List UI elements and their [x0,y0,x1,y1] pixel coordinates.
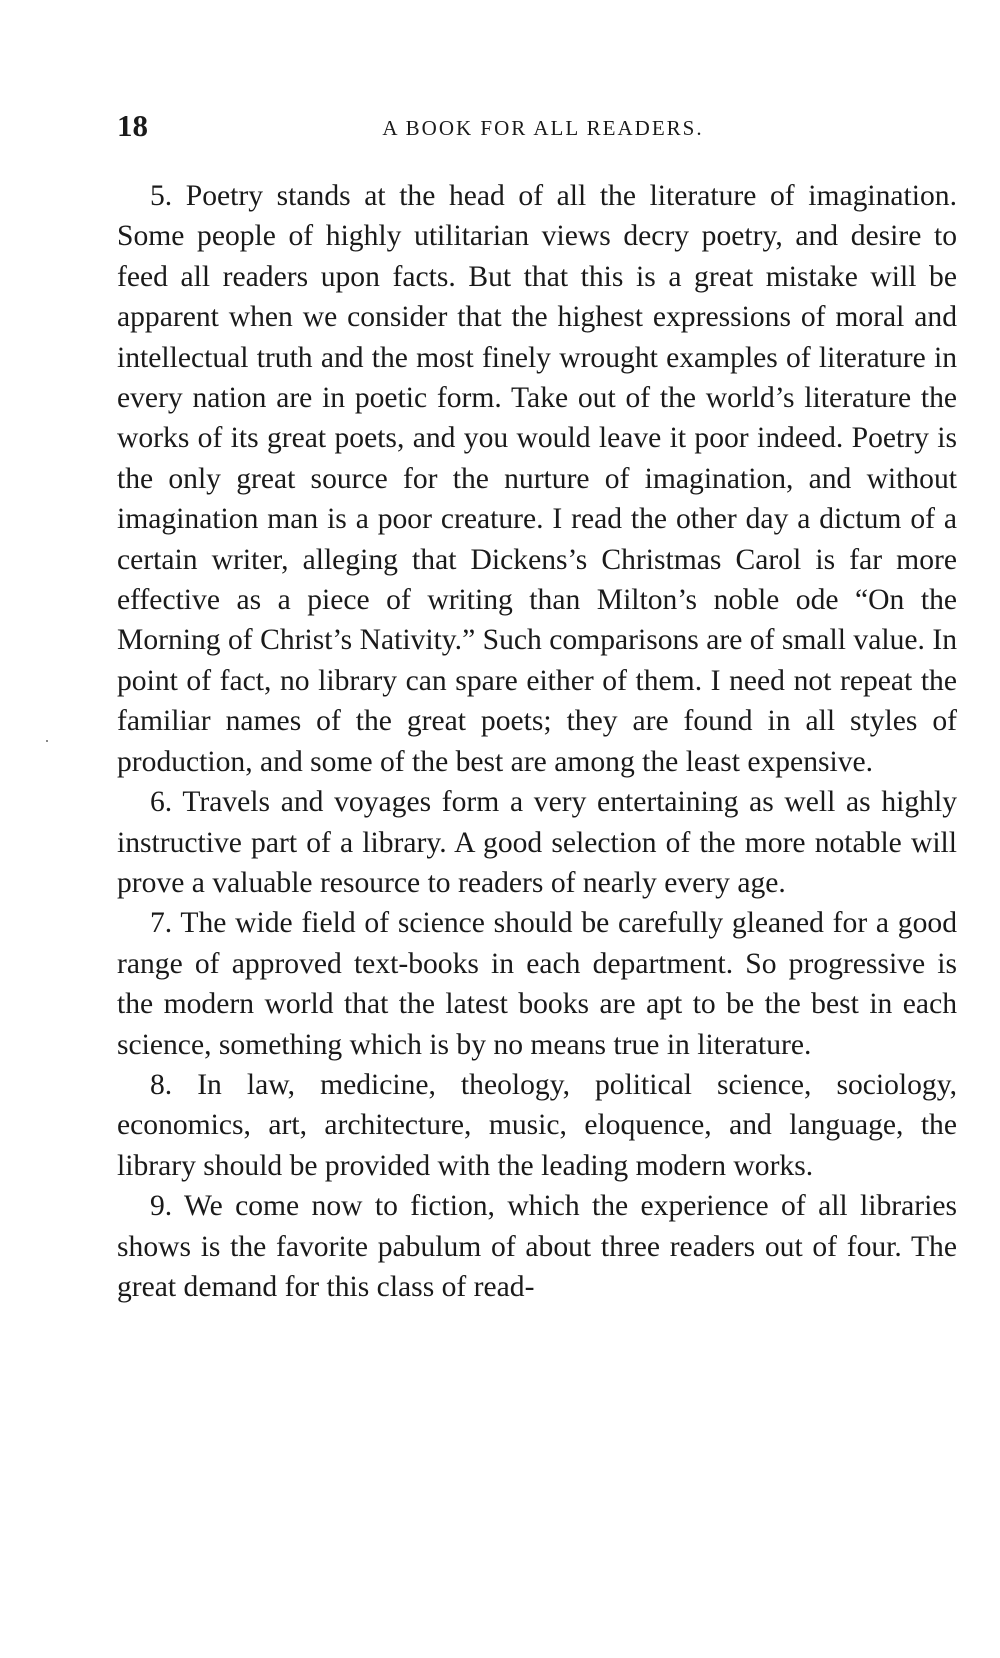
scan-speck [46,740,48,742]
paragraph-professional-works: 8. In law, medicine, theology, political science, sociology, economics, art, architecture, music, eloquence, and language, the library should be provided with the leading modern works. [117,1068,957,1182]
paragraph-poetry: 5. Poetry stands at the head of all the literature of imagination. Some people of highly utilitarian views decry poetry, and desire to feed all readers upon facts. But that this is a great mistake will be apparent when we consider that the highest expressions of moral and intellectual truth and the most finely wrought examples of literature in every nation are in poetic form. Take out of the world’s literature the works of its great poets, and you would leave it poor indeed. Poetry is the only great source for the nurture of imagination, and without imagination man is a poor creature. I read the other day a dictum of a certain writer, alleging that Dickens’s Christmas Carol is far more effective as a piece of writing than Milton’s noble ode “On the Morning of Christ’s Nativity.” Such comparisons are of small value. In point of fact, no library can spare either of them. I need not repeat the familiar names of the great poets; they are found in all styles of production, and some of the best are among the least expensive. [117,180,957,778]
page-number: 18 [117,108,148,143]
body-text [117,176,957,1307]
paragraph-science: 7. The wide field of science should be carefully gleaned for a good range of approved text-books in each department. So progressive is the modern world that the latest books are apt to be the best in each science, something which is by no means true in literature. [117,907,957,1061]
running-title: A BOOK FOR ALL READERS. [382,116,704,140]
paragraph-travels: 6. Travels and voyages form a very entertaining as well as highly instructive part of a library. A good selection of the more notable will prove a valuable resource to readers of nearly every age. [117,786,957,899]
paragraph-fiction: 9. We come now to fiction, which the experience of all libraries shows is the favorite pabulum of about three readers out of four. The great demand for this class of read- [117,1190,957,1303]
running-header [117,106,957,146]
